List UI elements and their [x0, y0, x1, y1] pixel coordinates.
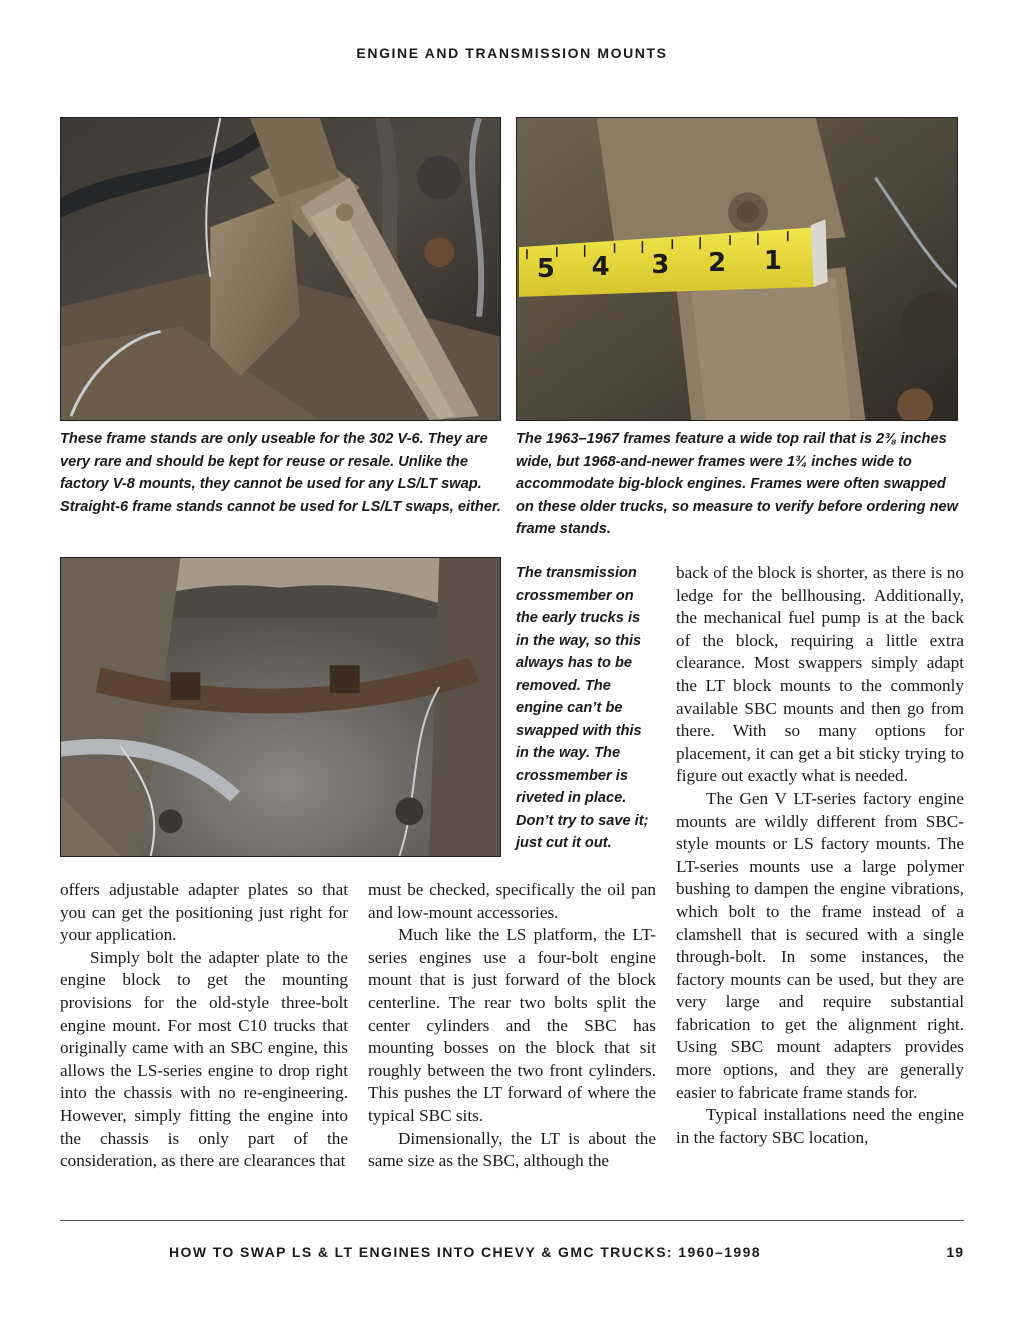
body-paragraph: back of the block is shorter, as there is no ledge for the bellhousing. Additionally, the mechanical fuel pump is at the back of the block, requiring a little extra clearance. Most swappers simply adapt the LT block mounts to the commonly available SBC mounts and then go from there. With so many options for placement, it can get a bit sticky trying to figure out exactly what is needed.	[676, 563, 964, 786]
tape-measure-image	[517, 118, 957, 420]
crossmember-image	[61, 558, 500, 856]
body-column-3	[676, 562, 964, 1149]
tape-number: 2	[708, 248, 727, 278]
body-column-2	[368, 879, 656, 1173]
footer-rule	[60, 1220, 964, 1221]
frame-stand-image	[61, 118, 500, 420]
caption-tape-measure: The 1963–1967 frames feature a wide top rail that is 2⅜ inches wide, but 1968-and-newer frames were 1¾ inches wide to accommodate big-block engines. Frames were often swapped on these older trucks, so measure to verify before ordering new frame stands.	[516, 431, 958, 537]
crossmember-photo	[60, 557, 501, 857]
body-paragraph: Typical installations need the engine in the factory SBC location,	[676, 1105, 964, 1147]
page-number: 19	[946, 1244, 964, 1260]
caption-frame-stands: These frame stands are only useable for the 302 V-6. They are very rare and should be kept for reuse or resale. Unlike the factory V-8 mounts, they cannot be used for any LS/LT swap. Straight-6 frame stands cannot be used for LS/LT swaps, either.	[60, 431, 501, 515]
tape-number: 1	[763, 246, 782, 276]
tape-measure-photo	[516, 117, 958, 421]
body-paragraph: The Gen V LT-series factory engine mounts are wildly different from SBC-style mounts or LS factory mounts. The LT-series mounts use a large polymer bushing to dampen the engine vibrations, which bolt to the frame instead of a clamshell that is secured with a single through-bolt. In some instances, the factory mounts can be used, but they are very large and require substantial fabrication to get the alignment right. Using SBC mount adapters provides more options, and they are generally easier to fabricate frame stands for.	[676, 788, 964, 1102]
caption-crossmember: The transmission crossmember on the early trucks is in the way, so this always has to be removed. The engine can’t be swapped with this in the way. The crossmember is riveted in place. Don’t try to save it; just cut it out.	[516, 565, 649, 851]
frame-stand-photo	[60, 117, 501, 421]
footer-book-title: HOW TO SWAP LS & LT ENGINES INTO CHEVY & GMC TRUCKS: 1960–1998	[169, 1244, 761, 1260]
tape-number: 5	[536, 253, 555, 284]
body-paragraph: Much like the LS platform, the LT-series engines use a four-bolt engine mount that is just forward of the block centerline. The rear two bolts split the center cylinders and the SBC has mounting bosses on the block that sit roughly between the two front cylinders. This pushes the LT forward of where the typical SBC sits.	[368, 925, 656, 1125]
tape-number: 4	[591, 251, 610, 282]
body-paragraph: offers adjustable adapter plates so that you can get the positioning just right for your application.	[60, 880, 348, 945]
body-paragraph: Dimensionally, the LT is about the same size as the SBC, although the	[368, 1128, 656, 1171]
body-paragraph: must be checked, specifically the oil pan and low-mount accessories.	[368, 880, 656, 922]
running-head: ENGINE AND TRANSMISSION MOUNTS	[356, 45, 668, 61]
tape-number: 3	[651, 249, 670, 280]
body-paragraph: Simply bolt the adapter plate to the engine block to get the mounting provisions for the old-style three-bolt engine mount. For most C10 trucks that originally came with an SBC engine, this allows the LS-series engine to drop right into the chassis with no re-engineering. However, simply fitting the engine into the chassis is only part of the consideration, as there are clearances that	[60, 947, 348, 1171]
body-column-1	[60, 879, 348, 1173]
